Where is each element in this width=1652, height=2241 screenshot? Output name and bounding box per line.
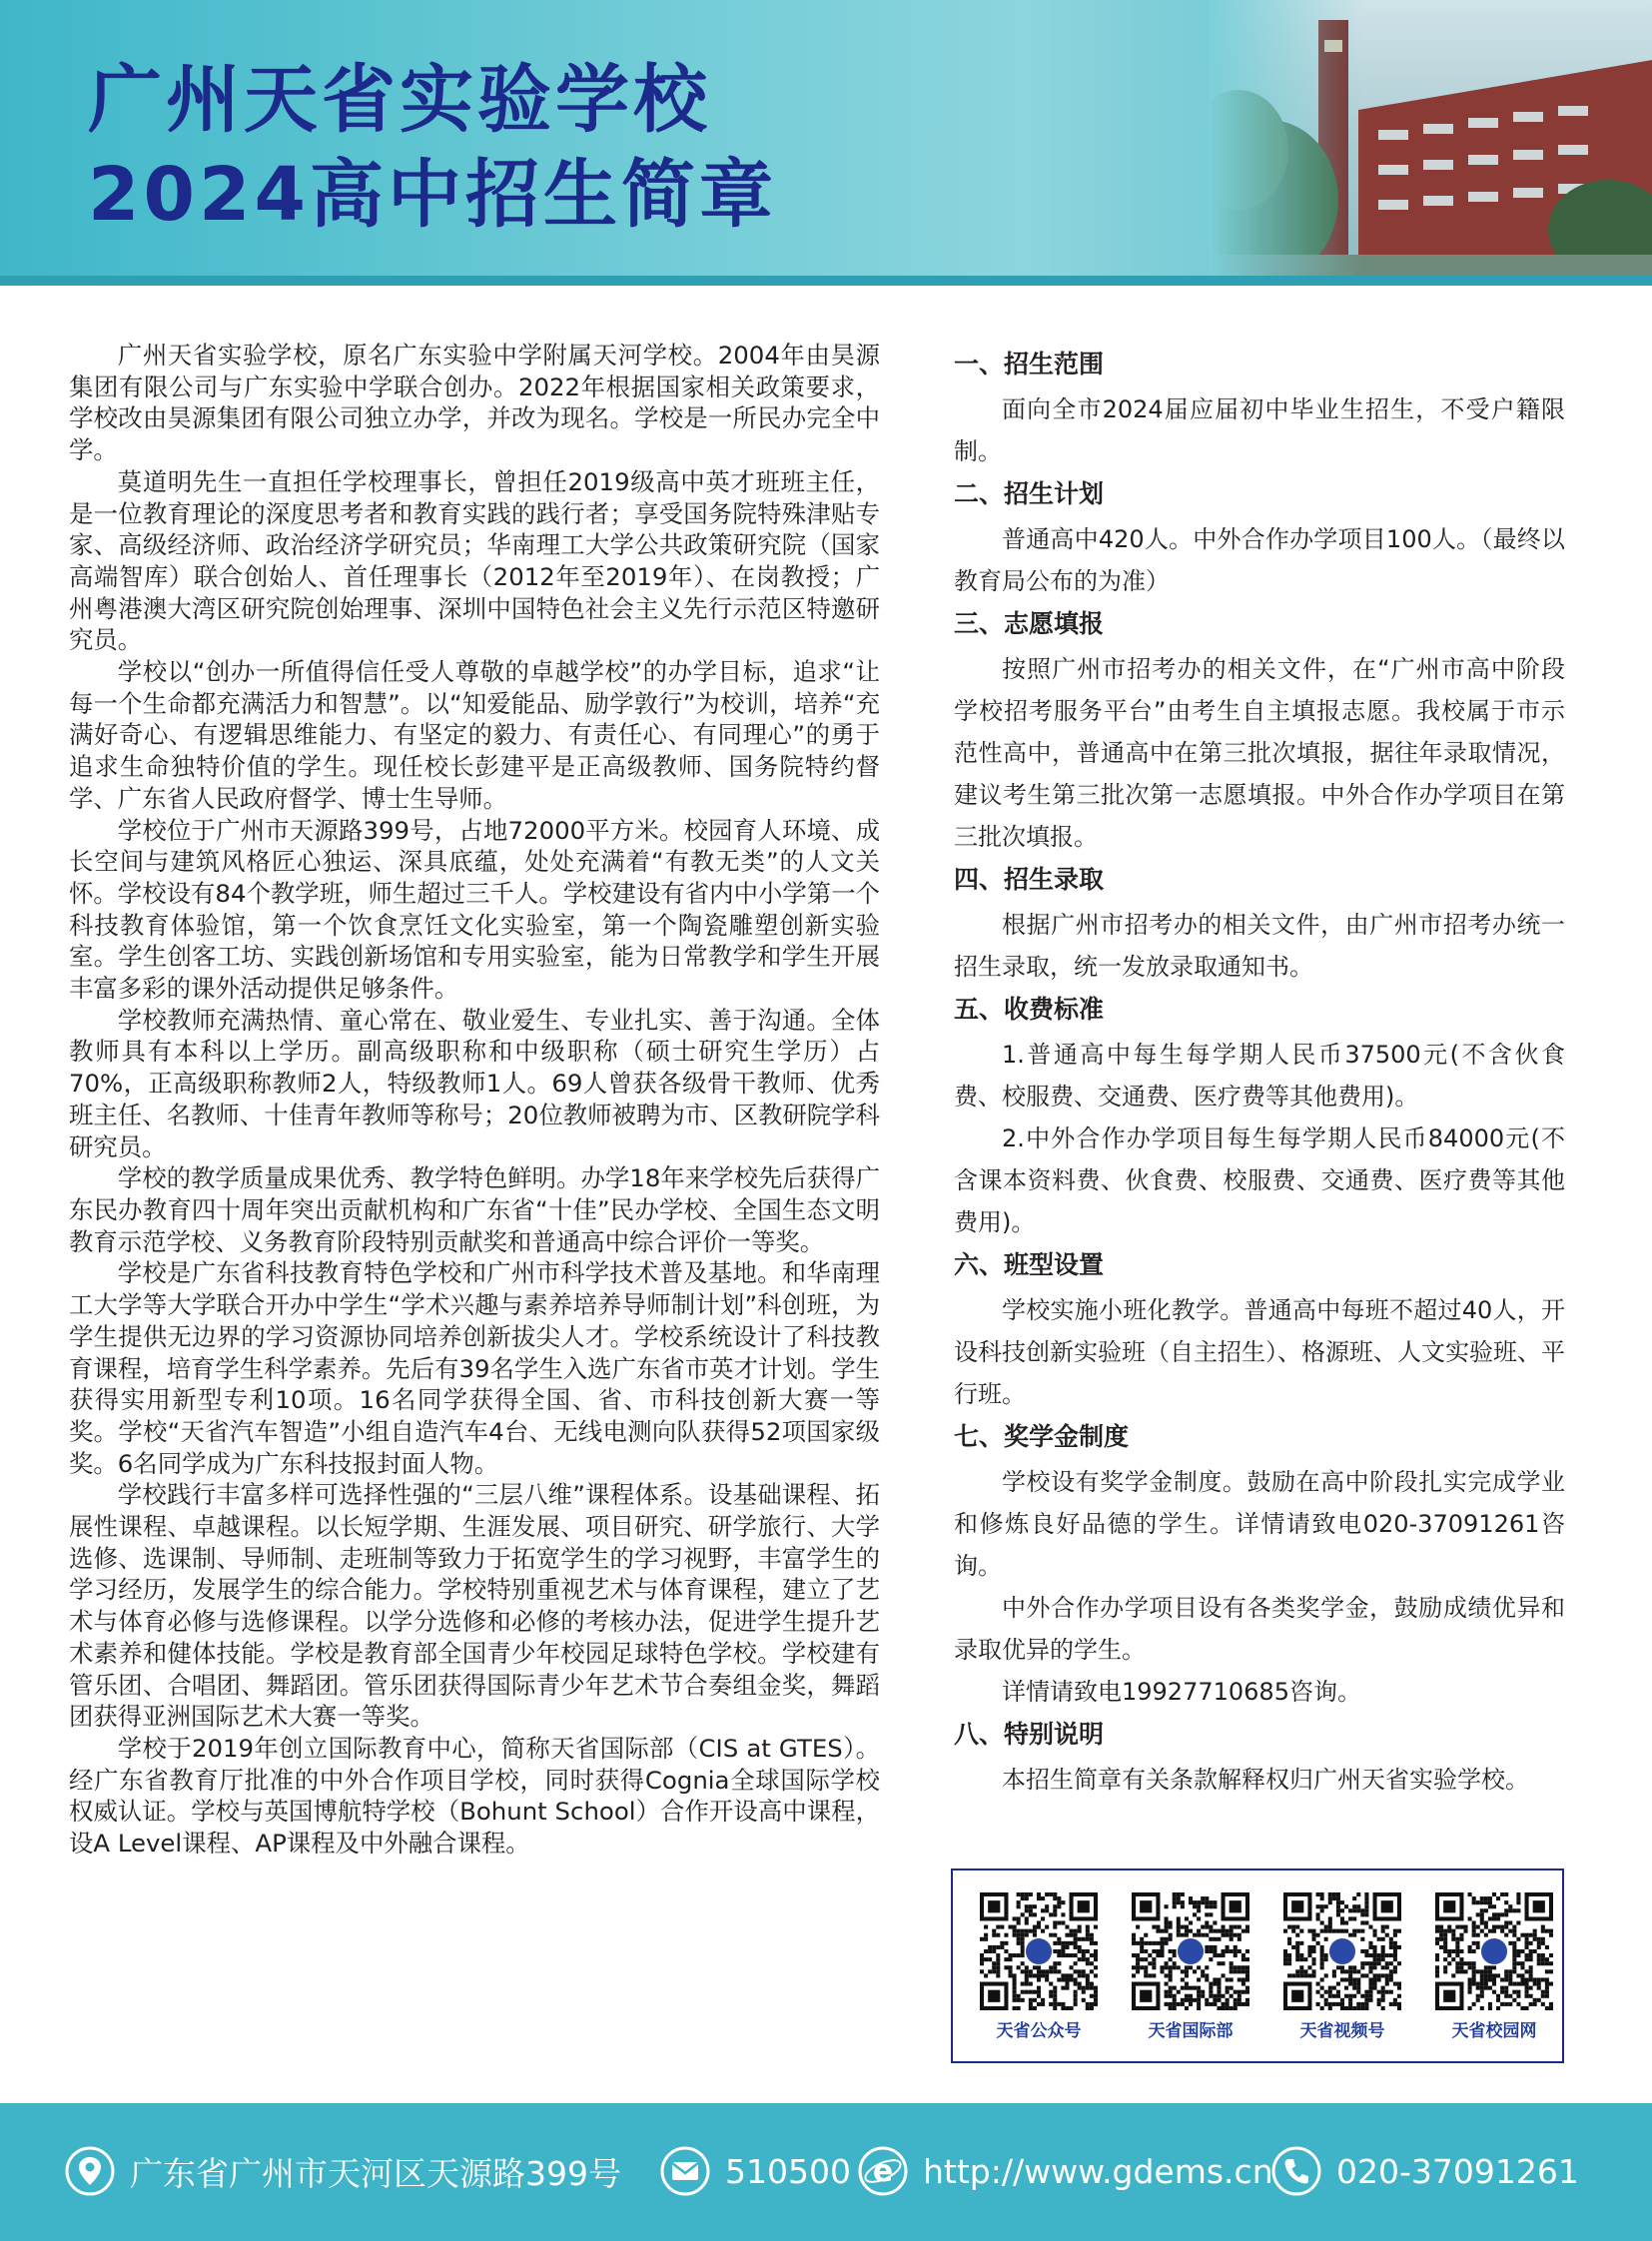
address-text: 广东省广州市天河区天源路399号 [130, 2153, 621, 2193]
qr-item-video[interactable] [1282, 1892, 1402, 2041]
section-title-scope: 一、招生范围 [954, 350, 1105, 378]
header-banner [0, 0, 1652, 286]
section-title-plan: 二、招生计划 [954, 479, 1105, 508]
location-pin-icon [64, 2145, 116, 2197]
contact-footer [0, 2103, 1652, 2241]
section-title-admission: 四、招生录取 [954, 865, 1105, 894]
intro-paragraph: 学校践行丰富多样可选择性强的“三层八维”课程体系。设基础课程、拓展性课程、卓越课程。以长短学期、生涯发展、项目研究、研学旅行、大学选修、选课制、导师制、走班制等致力于拓宽学生的学习视野，丰富学生的学习经历，发展学生的综合能力。学校特别重视艺术与体育课程，建立了艺术与体育必修与选修课程。以学分选修和必修的考核办法，促进学生提升艺术素养和健体技能。学校是教育部全国青少年校园足球特色学校。学校建有管乐团、合唱团、舞蹈团。管乐团获得国际青少年艺术节合奏组金奖，舞蹈团获得亚洲国际艺术大赛一等奖。 [69, 1480, 880, 1732]
section-text: 详情请致电19927710685咨询。 [1002, 1678, 1361, 1706]
qr-code-panel [951, 1868, 1564, 2063]
section-text: 面向全市2024届应届初中毕业生招生，不受户籍限制。 [954, 395, 1565, 465]
qr-label: 天省视频号 [1299, 2021, 1385, 2041]
school-introduction [69, 340, 880, 1860]
qr-item-international[interactable] [1131, 1892, 1250, 2041]
qr-label: 天省校园网 [1451, 2021, 1537, 2041]
section-title-notes: 八、特别说明 [954, 1720, 1105, 1749]
section-text: 中外合作办学项目设有各类奖学金，鼓励成绩优异和录取优异的学生。 [954, 1594, 1565, 1664]
intro-paragraph: 学校教师充满热情、童心常在、敬业爱生、专业扎实、善于沟通。全体教师具有本科以上学历。副高级职称和中级职称（硕士研究生学历）占70%，正高级职称教师2人，特级教师1人。69人曾获各级骨干教师、优秀班主任、名教师、十佳青年教师等称号；20位教师被聘为市、区教研院学科研究员。 [69, 1005, 880, 1161]
footer-phone[interactable] [1270, 2143, 1579, 2199]
intro-paragraph: 广州天省实验学校，原名广东实验中学附属天河学校。2004年由昊源集团有限公司与广东实验中学联合创办。2022年根据国家相关政策要求，学校改由昊源集团有限公司独立办学，并改为现名。学校是一所民办完全中学。 [69, 341, 880, 465]
postcode-text: 510500 [725, 2151, 851, 2191]
intro-paragraph: 学校于2019年创立国际教育中心，简称天省国际部（CIS at GTES）。经广东省教育厅批准的中外合作项目学校，同时获得Cognia全球国际学校权威认证。学校与英国博航特学校（Bohunt School）合作开设高中课程，设A Level课程、AP课程及中外融合课程。 [69, 1733, 880, 1859]
intro-paragraph: 学校的教学质量成果优秀、教学特色鲜明。办学18年来学校先后获得广东民办教育四十周年突出贡献机构和广东省“十佳”民办学校、全国生态文明教育示范学校、义务教育阶段特别贡献奖和普通高中综合评价一等奖。 [69, 1163, 880, 1256]
section-text: 1.普通高中每生每学期人民币37500元(不含伙食费、校服费、交通费、医疗费等其他费用)。 [954, 1041, 1565, 1111]
web-e-icon [857, 2145, 909, 2197]
footer-website[interactable] [857, 2143, 1273, 2199]
campus-photo [1209, 0, 1652, 276]
qr-code-icon[interactable] [1435, 1892, 1553, 2010]
section-text: 根据广州市招考办的相关文件，由广州市招考办统一招生录取，统一发放录取通知书。 [954, 911, 1565, 981]
qr-label: 天省公众号 [996, 2021, 1082, 2041]
section-title-classes: 六、班型设置 [954, 1250, 1105, 1279]
section-text: 学校设有奖学金制度。鼓励在高中阶段扎实完成学业和修炼良好品德的学生。详情请致电020-37091261咨询。 [954, 1468, 1565, 1580]
website-link[interactable]: http://www.gdems.cn [923, 2151, 1273, 2191]
qr-code-icon[interactable] [1132, 1892, 1249, 2010]
intro-paragraph: 学校是广东省科技教育特色学校和广州市科学技术普及基地。和华南理工大学等大学联合开办中学生“学术兴趣与素养培养导师制计划”科创班，为学生提供无边界的学习资源协同培养创新拔尖人才。学校系统设计了科技教育课程，培育学生科学素养。先后有39名学生入选广东省市英才计划。学生获得实用新型专利10项。16名同学获得全国、省、市科技创新大赛一等奖。学校“天省汽车智造”小组自造汽车4台、无线电测向队获得52项国家级奖。6名同学成为广东科技报封面人物。 [69, 1258, 880, 1478]
section-text: 学校实施小班化教学。普通高中每班不超过40人，开设科技创新实验班（自主招生）、格源班、人文实验班、平行班。 [954, 1296, 1565, 1408]
intro-paragraph: 学校以“创办一所值得信任受人尊敬的卓越学校”的办学目标，追求“让每一个生命都充满活力和智慧”。以“知爱能品、励学敦行”为校训，培养“充满好奇心、有逻辑思维能力、有坚定的毅力、有责任心、有同理心”的勇于追求生命独特价值的学生。现任校长彭建平是正高级教师、国务院特约督学、广东省人民政府督学、博士生导师。 [69, 657, 880, 813]
header-divider [0, 276, 1652, 286]
qr-item-website[interactable] [1434, 1892, 1554, 2041]
mail-icon [659, 2145, 711, 2197]
section-title-scholarship: 七、奖学金制度 [954, 1422, 1130, 1451]
section-text: 2.中外合作办学项目每生每学期人民币84000元(不含课本资料费、伙食费、校服费、交通费、医疗费等其他费用)。 [954, 1124, 1565, 1236]
section-text: 普通高中420人。中外合作办学项目100人。（最终以教育局公布的为准） [954, 525, 1565, 595]
section-title-fees: 五、收费标准 [954, 995, 1105, 1024]
footer-postcode [659, 2143, 851, 2199]
phone-number[interactable]: 020-37091261 [1336, 2151, 1579, 2191]
svg-text:e: e [872, 2154, 894, 2189]
qr-code-icon[interactable] [1283, 1892, 1401, 2010]
page-title-line1: 广州天省实验学校 [88, 57, 711, 143]
intro-paragraph: 莫道明先生一直担任学校理事长，曾担任2019级高中英才班班主任，是一位教育理论的深度思考者和教育实践的践行者；享受国务院特殊津贴专家、高级经济师、政治经济学研究员；华南理工大学公共政策研究院（国家高端智库）联合创始人、首任理事长（2012年至2019年）、在岗教授；广州粤港澳大湾区研究院创始理事、深圳中国特色社会主义先行示范区特邀研究员。 [69, 466, 880, 655]
footer-address [64, 2143, 621, 2199]
section-text: 按照广州市招考办的相关文件，在“广州市高中阶段学校招考服务平台”由考生自主填报志愿。我校属于市示范性高中，普通高中在第三批次填报，据往年录取情况，建议考生第三批次第一志愿填报。中外合作办学项目在第三批次填报。 [954, 655, 1565, 851]
admission-details [954, 343, 1565, 1801]
qr-item-wechat[interactable] [979, 1892, 1099, 2041]
section-text: 本招生简章有关条款解释权归广州天省实验学校。 [1002, 1766, 1529, 1794]
intro-paragraph: 学校位于广州市天源路399号，占地72000平方米。校园育人环境、成长空间与建筑风格匠心独运、深具底蕴，处处充满着“有教无类”的人文关怀。学校设有84个教学班，师生超过三千人。学校建设有省内中小学第一个科技教育体验馆，第一个饮食烹饪文化实验室，第一个陶瓷雕塑创新实验室。学生创客工坊、实践创新场馆和专用实验室，能为日常教学和学生开展丰富多彩的课外活动提供足够条件。 [69, 815, 880, 1004]
section-title-application: 三、志愿填报 [954, 609, 1105, 638]
qr-code-icon[interactable] [980, 1892, 1098, 2010]
page-title-line2: 2024高中招生简章 [88, 152, 777, 238]
qr-label: 天省国际部 [1148, 2021, 1234, 2041]
phone-icon [1270, 2145, 1322, 2197]
